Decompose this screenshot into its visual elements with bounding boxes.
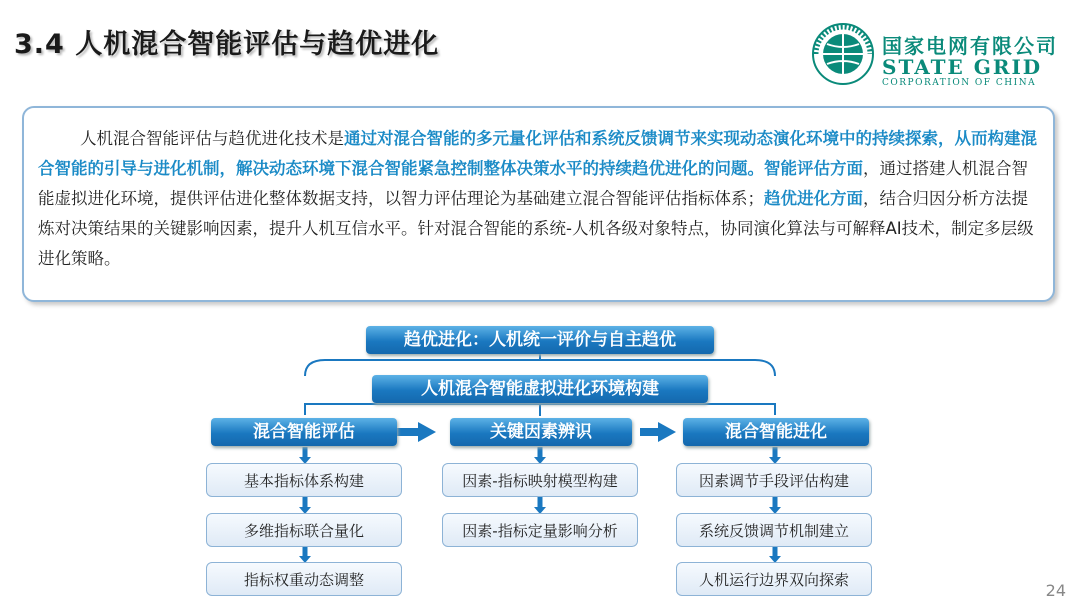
intro-highlight-evolve: 趋优进化方面	[764, 189, 863, 208]
page-number: 24	[1045, 581, 1066, 600]
column-header-evaluation: 混合智能评估	[211, 418, 397, 446]
page-title: 3.4 人机混合智能评估与趋优进化	[14, 29, 440, 60]
diagram-item-box: 因素-指标定量影响分析	[442, 513, 638, 547]
intro-highlight-eval: 智能评估方面	[764, 159, 863, 178]
intro-highlight: 通过对混合智能的多元量化评估和系统反馈调节来实现动态演化环境中的持续探索，从而构建混合智能的引导与进化机制，解决动态环境下混合智能紧急控制整体决策水平的持续趋优进化的问题。	[38, 129, 1037, 178]
diagram-item-box: 系统反馈调节机制建立	[676, 513, 872, 547]
column-header-evolution: 混合智能进化	[683, 418, 869, 446]
diagram-item-box: 多维指标联合量化	[206, 513, 402, 547]
intro-text-evolve: ，结合归因分析方法提炼对决策结果的关键影响因素，提升人机互信水平。针对混合智能的系统-人机各级对象特点，协同演化算法与可解释AI技术，制定多层级进化策略。	[38, 189, 1034, 268]
column-header-factor: 关键因素辨识	[450, 418, 632, 446]
diagram-env-bar: 人机混合智能虚拟进化环境构建	[372, 375, 708, 403]
intro-text-eval: ，通过搭建人机混合智能虚拟进化环境，提供评估进化整体数据支持，以智力评估理论为基础建立混合智能评估指标体系；	[38, 159, 1028, 208]
intro-text: 人机混合智能评估与趋优进化技术是	[80, 129, 344, 148]
diagram-item-box: 人机运行边界双向探索	[676, 562, 872, 596]
logo-subtitle: CORPORATION OF CHINA	[882, 78, 1037, 88]
diagram-top-bar: 趋优进化：人机统一评价与自主趋优	[366, 326, 714, 354]
logo-english-name: STATE GRID	[882, 55, 1043, 79]
diagram-item-box: 因素-指标映射模型构建	[442, 463, 638, 497]
diagram-item-box: 指标权重动态调整	[206, 562, 402, 596]
diagram-item-box: 基本指标体系构建	[206, 463, 402, 497]
logo-chinese-name: 国家电网有限公司	[882, 34, 1058, 58]
diagram-item-box: 因素调节手段评估构建	[676, 463, 872, 497]
